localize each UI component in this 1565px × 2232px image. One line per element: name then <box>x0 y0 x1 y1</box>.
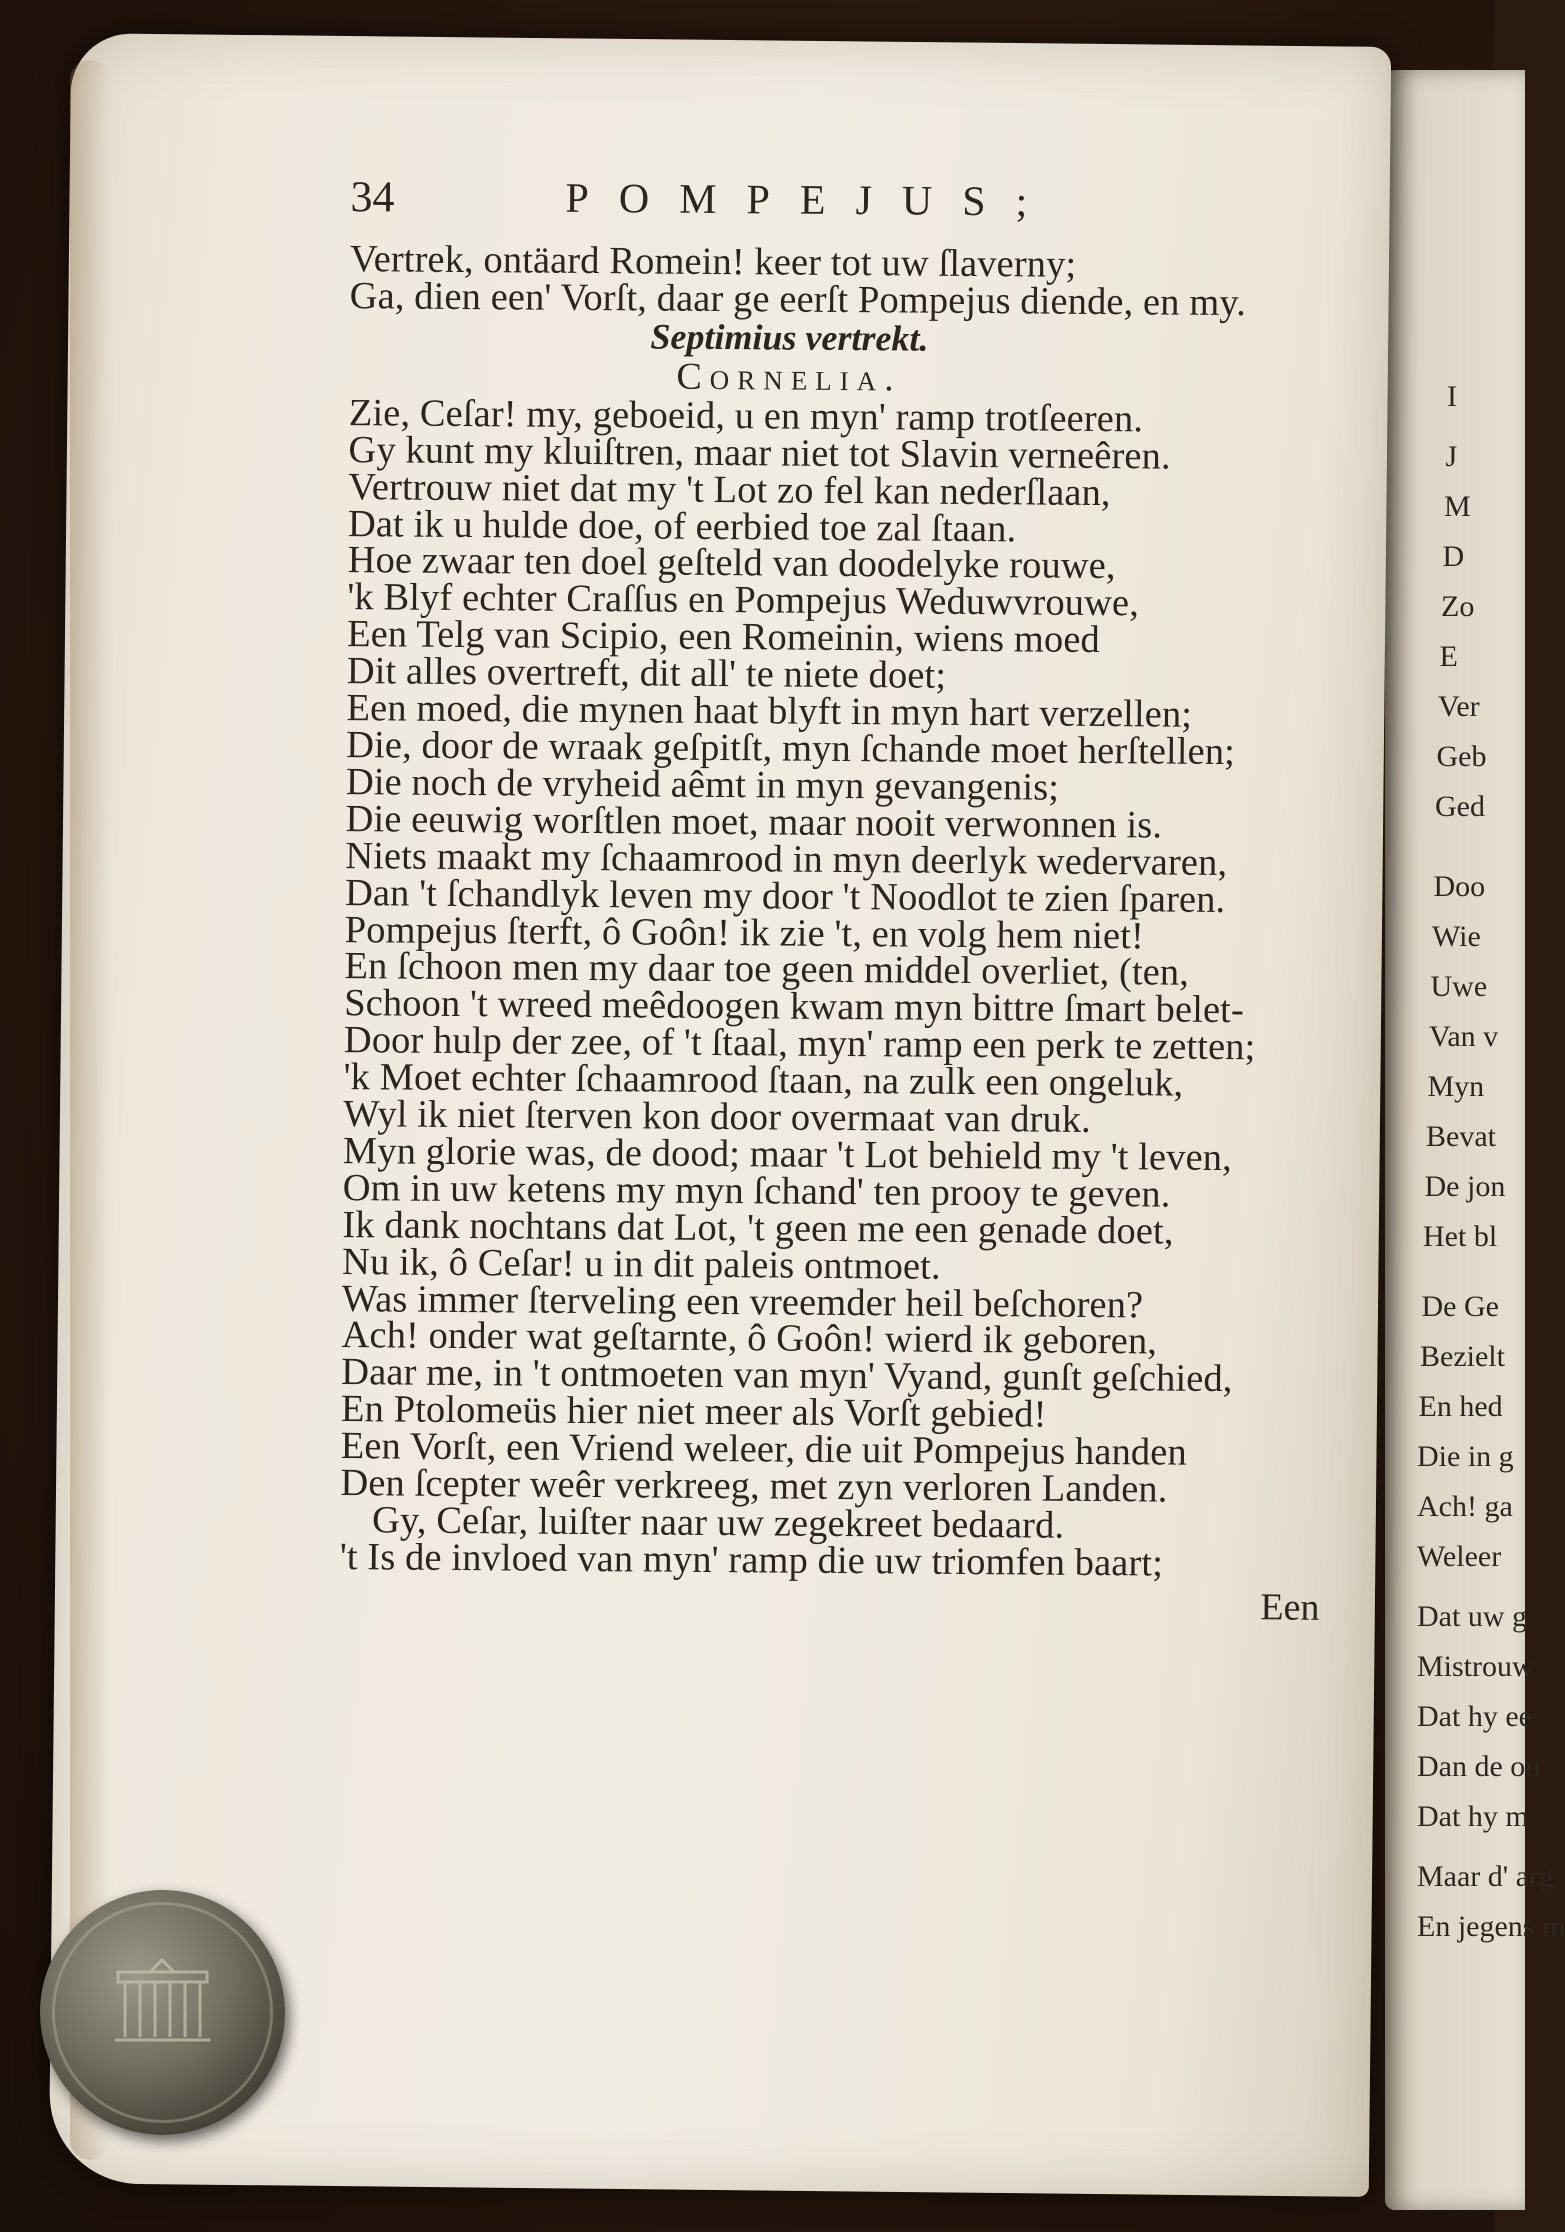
verse-line: 'k Moet echter ſchaamrood ſtaan, na zulk een ongeluk, <box>343 1056 1184 1105</box>
verse-line: Een moed, die mynen haat blyft in myn hart verzellen; <box>346 687 1193 736</box>
facing-page-fragment: Bevat <box>1426 1120 1496 1153</box>
verse-line: Schoon 't wreed meêdoogen kwam myn bittre ſmart belet- <box>344 982 1245 1032</box>
facing-page-fragment: Zo <box>1441 590 1475 623</box>
facing-page-fragment: Dan de ou <box>1417 1750 1541 1783</box>
verse-line: Een Telg van Scipio, een Romeinin, wiens moed <box>346 613 1100 662</box>
facing-page-fragment: Bezielt <box>1420 1340 1505 1373</box>
facing-page-fragment: En hed <box>1418 1390 1503 1423</box>
verse-line: 'k Blyf echter Craſſus en Pompejus Weduwvrouwe, <box>347 576 1140 625</box>
verse-line: Vertrouw niet dat my 't Lot zo fel kan nederſlaan, <box>348 465 1111 514</box>
facing-page-fragment: Doo <box>1433 870 1486 903</box>
speaker-name: Cornelia. <box>676 355 902 400</box>
facing-page-fragment: Dat hy ee <box>1417 1700 1532 1733</box>
verse-line: Ach! onder wat geſtarnte, ô Goôn! wierd ik geboren, <box>341 1314 1158 1363</box>
verse-line: Nu ik, ô Ceſar! u in dit paleis ontmoet. <box>341 1240 941 1288</box>
verse-line: Was immer ſterveling een vreemder heil beſchoren? <box>341 1277 1144 1326</box>
facing-page-fragment: J <box>1445 440 1458 473</box>
verse-line: Ik dank nochtans dat Lot, 't geen me een genade doet, <box>342 1203 1174 1253</box>
facing-page-fragment: Van v <box>1429 1020 1499 1053</box>
facing-page-fragment: De Ge <box>1421 1290 1499 1323</box>
closing-lines <box>339 1499 1341 1585</box>
verse-line: Zie, Ceſar! my, geboeid, u en myn' ramp trotſeeren. <box>348 391 1144 441</box>
verse-body <box>340 391 1349 1511</box>
facing-page-fragment: Uwe <box>1430 970 1488 1003</box>
verse-line: Ga, dien een' Vorſt, daar ge eerſt Pompejus diende, en my. <box>349 274 1247 325</box>
facing-page-fragment: Ach! ga <box>1417 1490 1513 1523</box>
page-text <box>339 171 1350 1630</box>
catchword: Een <box>1260 1586 1320 1629</box>
running-head <box>350 171 1351 249</box>
verse-line: En Ptolomeüs hier niet meer als Vorſt gebied! <box>340 1388 1047 1436</box>
verse-line: Niets maakt my ſchaamrood in myn deerlyk wedervaren, <box>345 834 1228 884</box>
verse-line: 't Is de invloed van myn' ramp die uw triomfen baart; <box>339 1535 1164 1585</box>
facing-page-fragment: Het bl <box>1423 1220 1498 1253</box>
verse-line: Dat ik u hulde doe, of eerbied toe zal ſtaan. <box>347 502 1017 550</box>
page-edge-stain <box>70 60 110 2160</box>
verse-line: Hoe zwaar ten doel geſteld van doodelyke rouwe, <box>347 539 1116 588</box>
facing-page-fragment: I <box>1447 380 1457 413</box>
verse-line: En ſchoon men my daar toe geen middel overliet, (ten, <box>344 945 1190 995</box>
verse-line: Een Vorſt, een Vriend weleer, die uit Pompejus handen <box>340 1425 1187 1474</box>
facing-page-fragment: Myn <box>1427 1070 1485 1103</box>
facing-page-fragment: Geb <box>1436 740 1487 773</box>
facing-page-fragment: En jegens m <box>1417 1910 1565 1943</box>
facing-page-fragment: Dat hy m <box>1417 1800 1529 1833</box>
facing-page-fragment: E <box>1439 640 1458 673</box>
verse-line: Door hulp der zee, of 't ſtaal, myn' ramp een perk te zetten; <box>343 1019 1256 1069</box>
verse-line: Gy kunt my kluiſtren, maar niet tot Slavin verneêren. <box>348 428 1171 478</box>
verse-line: Die, door de wraak geſpitſt, myn ſchande moet herſtellen; <box>346 724 1236 774</box>
stage-direction: Septimius vertrekt. <box>650 316 929 359</box>
verse-line: Myn glorie was, de dood; maar 't Lot behield my 't leven, <box>342 1130 1232 1179</box>
brandenburg-gate-icon <box>110 1952 215 2052</box>
verse-line: Dan 't ſchandlyk leven my door 't Noodlot te zien ſparen. <box>344 871 1226 921</box>
facing-page-fragment: M <box>1444 490 1471 523</box>
facing-page-fragment: Maar d' arg <box>1417 1860 1554 1893</box>
verse-line: Om in uw ketens my myn ſchand' ten prooy te geven. <box>342 1166 1171 1216</box>
running-title: POMPEJUS; <box>565 175 1058 226</box>
verse-line: Vertrek, ontäard Romein! keer tot uw ſlaverny; <box>349 238 1077 286</box>
facing-page <box>1385 70 1565 2210</box>
facing-page-fragment: Dat uw g <box>1417 1600 1527 1633</box>
verse-line: Die eeuwig worſtlen moet, maar nooit verwonnen is. <box>345 797 1163 847</box>
facing-page-fragment: Weleer <box>1417 1540 1502 1573</box>
facing-page-fragment: Mistrouw <box>1417 1650 1534 1683</box>
verse-line: Gy, Ceſar, luiſter naar uw zegekreet bedaard. <box>371 1499 1065 1547</box>
facing-page-fragment: Ver <box>1438 690 1480 723</box>
verse-line: Die noch de vryheid aêmt in myn gevangenis; <box>345 760 1060 809</box>
facing-page-fragment: D <box>1442 540 1465 573</box>
facing-page-fragment: Ged <box>1435 790 1485 823</box>
verse-line: Daar me, in 't ontmoeten van myn' Vyand, gunſt geſchied, <box>341 1351 1233 1401</box>
lines-before-direction <box>349 238 1351 325</box>
page-number: 34 <box>350 172 395 222</box>
facing-page-fragment: Wie <box>1432 920 1481 953</box>
facing-page-fragment: De jon <box>1424 1170 1506 1203</box>
verse-line: Den ſcepter weêr verkreeg, met zyn verloren Landen. <box>340 1462 1168 1511</box>
verse-line: Wyl ik niet ſterven kon door overmaat van druk. <box>343 1093 1092 1141</box>
verse-line: Pompejus ſterft, ô Goôn! ik zie 't, en volg hem niet! <box>344 908 1145 957</box>
facing-page-fragment: Die in g <box>1417 1440 1514 1473</box>
coin <box>40 1890 285 2135</box>
verse-line: Dit alles overtreft, dit all' te niete doet; <box>346 650 947 697</box>
